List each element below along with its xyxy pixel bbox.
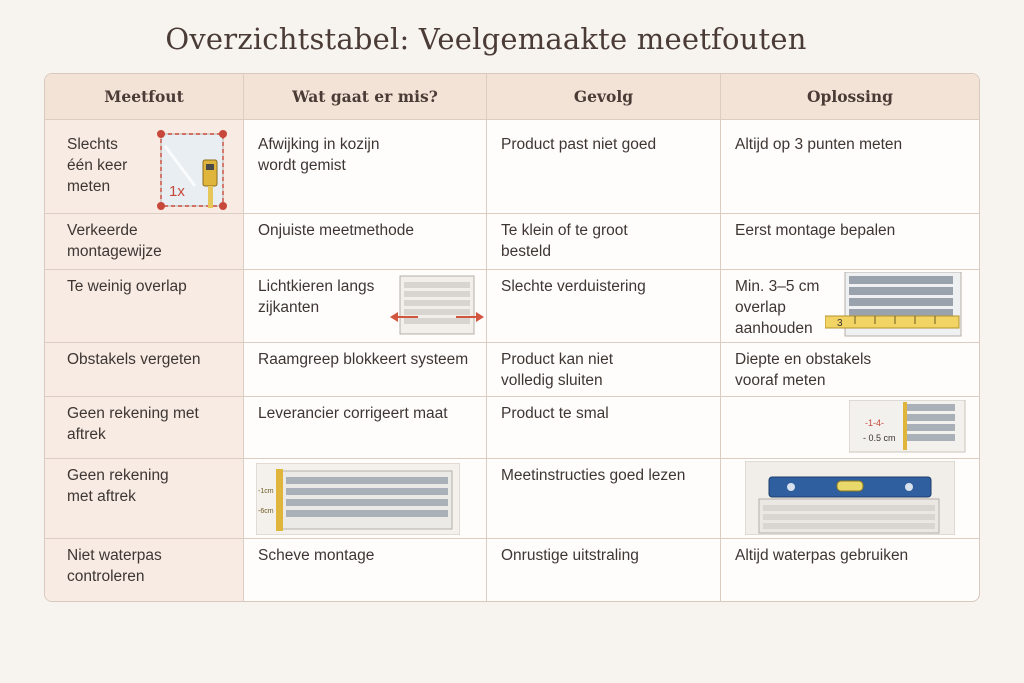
cell-oplossing <box>721 214 979 270</box>
header-meetfout: Meetfout <box>45 74 244 120</box>
cell-wat-gaat-er-mis <box>244 397 487 459</box>
overlap-tape-measure-icon <box>825 272 965 338</box>
cell-meetfout <box>45 270 244 343</box>
cell-text: Altijd waterpas gebruiken <box>735 547 909 564</box>
tape-mark: 3 <box>837 318 843 329</box>
cell-oplossing <box>721 539 979 601</box>
header-wat-gaat-er-mis: Wat gaat er mis? <box>244 74 487 120</box>
spirit-level-icon <box>745 461 955 535</box>
cell-text: Meetinstructies goed lezen <box>501 467 686 484</box>
cell-wat-gaat-er-mis <box>244 343 487 397</box>
once-label: 1x <box>169 183 185 200</box>
cell-text: Altijd op 3 punten meten <box>735 136 903 153</box>
header-oplossing: Oplossing <box>721 74 979 120</box>
ruler-b: -6cm <box>258 508 274 515</box>
cell-text: Geen rekening met aftrek <box>67 405 199 443</box>
cell-gevolg <box>487 270 721 343</box>
table-row <box>45 459 979 539</box>
cell-oplossing <box>721 270 979 343</box>
cell-wat-gaat-er-mis <box>244 459 487 539</box>
cell-oplossing <box>721 459 979 539</box>
cell-gevolg <box>487 459 721 539</box>
cell-wat-gaat-er-mis <box>244 120 487 214</box>
cell-text: Raamgreep blokkeert systeem <box>258 351 469 368</box>
cell-meetfout <box>45 343 244 397</box>
cell-text: Slechts één keer meten <box>67 136 128 195</box>
cell-text: Product past niet goed <box>501 136 657 153</box>
window-measure-once-icon <box>155 126 229 212</box>
cell-meetfout <box>45 397 244 459</box>
cell-oplossing <box>721 343 979 397</box>
cell-gevolg <box>487 343 721 397</box>
deduct-a: -1-4- <box>865 418 885 428</box>
cell-text: Leverancier corrigeert maat <box>258 405 448 422</box>
cell-text: Niet waterpas controleren <box>67 547 162 585</box>
cell-text: Te klein of te groot besteld <box>501 222 628 260</box>
table-row <box>45 539 979 601</box>
page-title: Overzichtstabel: Veelgemaakte meetfouten <box>165 22 807 56</box>
cell-text: Scheve montage <box>258 547 375 564</box>
cell-oplossing <box>721 397 979 459</box>
cell-oplossing <box>721 120 979 214</box>
cell-text: Diepte en obstakels vooraf meten <box>735 351 872 389</box>
deduction-measure-icon <box>849 400 967 454</box>
light-gap-blind-icon <box>390 274 484 336</box>
cell-text: Obstakels vergeten <box>67 351 201 368</box>
ruler-a: -1cm <box>258 488 274 495</box>
table-row <box>45 397 979 459</box>
cell-wat-gaat-er-mis <box>244 214 487 270</box>
cell-meetfout <box>45 539 244 601</box>
cell-text: Eerst montage bepalen <box>735 222 896 239</box>
cell-text: Lichtkieren langs zijkanten <box>258 278 375 316</box>
table-row <box>45 343 979 397</box>
cell-text: Verkeerde montagewijze <box>67 222 162 260</box>
header-gevolg: Gevolg <box>487 74 721 120</box>
cell-gevolg <box>487 120 721 214</box>
table-row <box>45 270 979 343</box>
cell-meetfout <box>45 214 244 270</box>
cell-text: Slechte verduistering <box>501 278 646 295</box>
cell-gevolg <box>487 397 721 459</box>
cell-text: Geen rekening met aftrek <box>67 467 169 505</box>
cell-gevolg <box>487 214 721 270</box>
cell-text: Onjuiste meetmethode <box>258 222 414 239</box>
blind-ruler-icon <box>256 463 460 535</box>
cell-text: Afwijking in kozijn wordt gemist <box>258 136 380 174</box>
cell-wat-gaat-er-mis <box>244 539 487 601</box>
cell-meetfout <box>45 120 244 214</box>
deduct-b: - 0.5 cm <box>863 433 896 443</box>
table-row <box>45 214 979 270</box>
table-header <box>45 74 979 120</box>
cell-text: Min. 3–5 cm overlap aanhouden <box>735 278 820 337</box>
cell-text: Product te smal <box>501 405 609 422</box>
cell-text: Onrustige uitstraling <box>501 547 639 564</box>
cell-gevolg <box>487 539 721 601</box>
cell-text: Te weinig overlap <box>67 278 187 295</box>
cell-text: Product kan niet volledig sluiten <box>501 351 614 389</box>
overview-table <box>44 73 980 602</box>
cell-meetfout <box>45 459 244 539</box>
cell-wat-gaat-er-mis <box>244 270 487 343</box>
table-row <box>45 120 979 214</box>
